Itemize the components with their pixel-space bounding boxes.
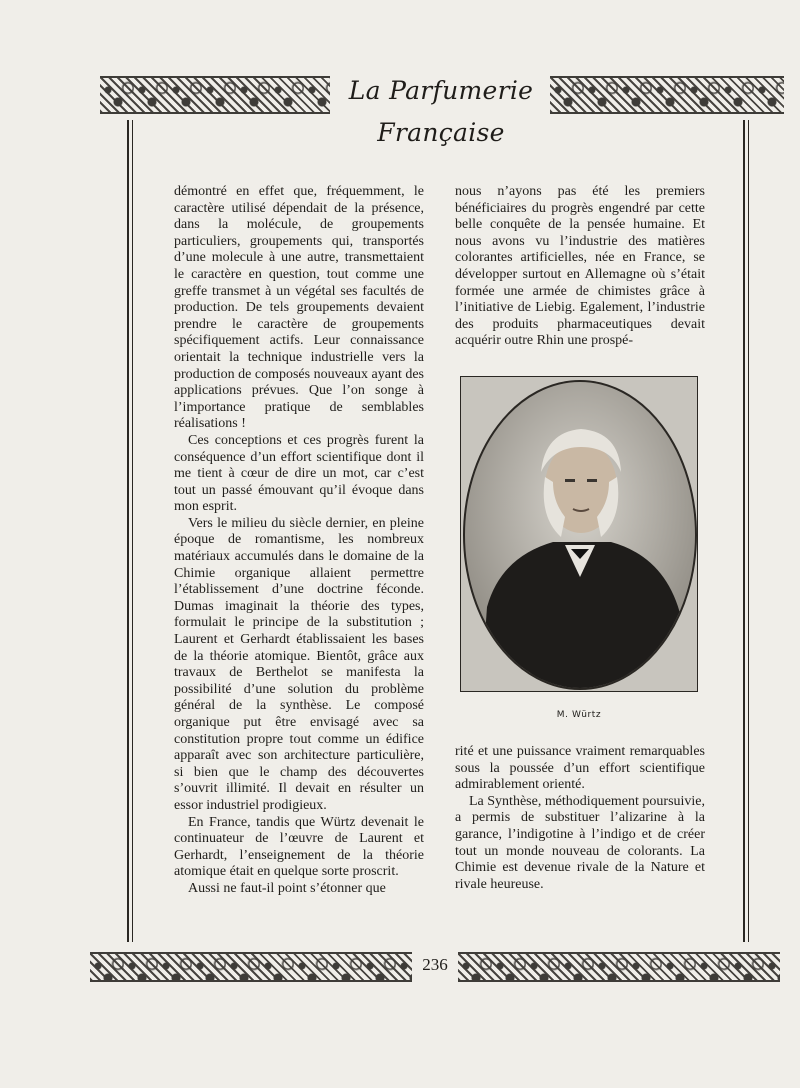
- paragraph: démontré en effet que, fréquemment, le caractère utilisé dépendait de la présence, dans la molécule, de groupements particuliers, groupements qui, transportés d’une molecule à une autre, transmettaient le caractère en question, tout comme une greffe transmet à un végétal ses facultés de production. De tels groupements devaient prendre le caractère de groupements spécifiquement actifs. Leur connaissance orientait la technique industrielle vers la production de composés nouveaux ayant des applications prévues. Que l’on songe à l’importance pratique de semblables réalisations !: [174, 184, 424, 432]
- page-header: [100, 70, 784, 147]
- paragraph: rité et une puissance vraiment remarquables sous la poussée d’un effort scientifique admirablement orienté.: [455, 744, 705, 793]
- right-border-rule: [743, 120, 749, 942]
- page-number: 236: [422, 955, 448, 974]
- paragraph: nous n’ayons pas été les premiers bénéficiaires du progrès engendré par cette belle conquête de la pensée humaine. Et nous avons vu l’industrie des matières colorantes artificielles, née en France, se développer surtout en Allemagne où s’était formée une armée de chimistes grâce à l’initiative de Liebig. Egalement, l’industrie des produits pharmaceutiques devait acquérir outre Rhin une prospé-: [455, 184, 705, 349]
- journal-title: La Parfumerie Française: [348, 76, 534, 147]
- portrait-illustration: [461, 377, 698, 692]
- floral-ornament-left-icon: [100, 76, 330, 114]
- left-text-column: [174, 184, 424, 898]
- floral-ornament-right-icon: [550, 76, 784, 114]
- paragraph: Aussi ne faut-il point s’étonner que: [188, 880, 386, 896]
- paragraph: En France, tandis que Würtz devenait le continuateur de l’œuvre de Laurent et Gerhardt, l’enseignement de la théorie atomique était en quelque sorte proscrit.: [174, 814, 424, 880]
- floral-ornament-footer-right-icon: [458, 952, 780, 982]
- paragraph: Vers le milieu du siècle dernier, en pleine époque de romantisme, les nombreux matériaux accumulés dans le domaine de la Chimie organique allaient permettre l’établissement d’une doctrine féconde. Dumas imaginait la théorie des types, formulait le principe de la substitution ; Laurent et Gerhardt établissaient les bases de la théorie atomique. Bientôt, grâce aux travaux de Berthelot se manifesta la possibilité d’une solution du problème général de la synthèse. Le composé organique put être envisagé avec sa constitution propre tout comme un édifice apparaît avec son architecture particulière, si bien que le champ des découvertes s’ouvrit illimité. Il devait en résulter un essor industriel prodigieux.: [174, 515, 424, 813]
- paragraph: Ces conceptions et ces progrès furent la conséquence d’un effort scientifique dont il me tient à cœur de dire un mot, car c’est tout un passé émouvant qu’il évoque dans mon esprit.: [174, 432, 424, 515]
- page-footer: [90, 946, 780, 986]
- portrait-photo: [460, 376, 698, 692]
- photo-caption: M. Würtz: [556, 710, 602, 720]
- right-text-column-top: [455, 184, 705, 350]
- right-text-column-bottom: [455, 744, 705, 893]
- floral-ornament-footer-left-icon: [90, 952, 412, 982]
- left-border-rule: [127, 120, 133, 942]
- paragraph: La Synthèse, méthodiquement poursuivie, a permis de substituer l’alizarine à la garance, l’indigotine à l’indigo et de créer tout un monde nouveau de colorants. La Chimie est devenue rivale de la Nature et rivale heureuse.: [455, 793, 706, 892]
